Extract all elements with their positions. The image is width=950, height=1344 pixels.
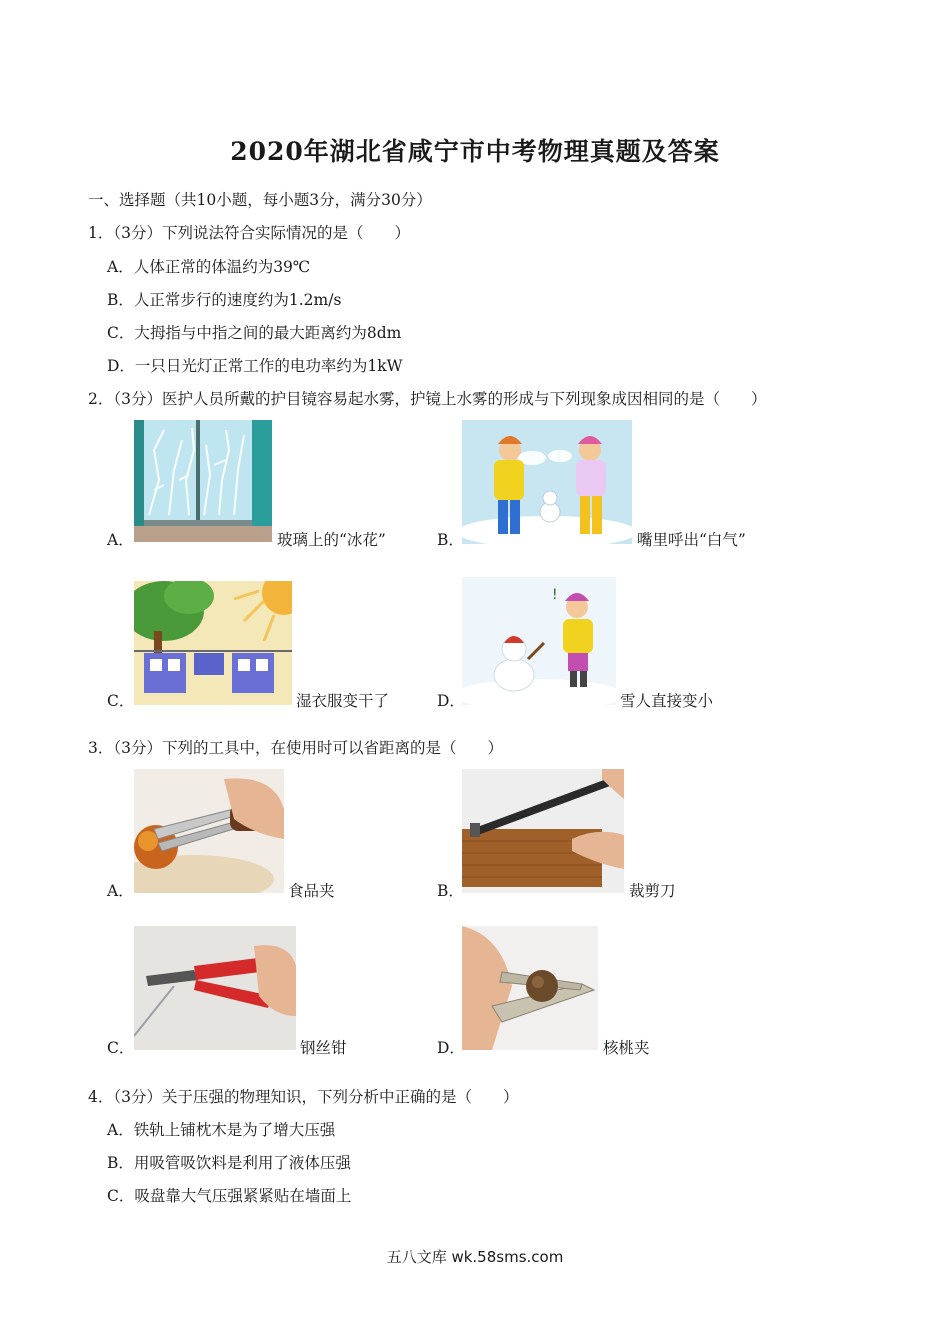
question-3-option-a-letter: A． <box>107 882 134 900</box>
question-1-option-b: B．人正常步行的速度约为1.2m/s <box>107 291 342 309</box>
question-3-option-a-caption: 食品夹 <box>288 882 335 900</box>
melting-snowman-image <box>462 577 616 705</box>
question-1-stem: 1．（3分）下列说法符合实际情况的是（ ） <box>88 224 410 242</box>
question-3-option-d-letter: D． <box>437 1039 465 1057</box>
question-2-option-c-letter: C． <box>107 692 135 710</box>
breath-fog-image <box>462 420 632 544</box>
question-2-option-a-caption: 玻璃上的“冰花” <box>277 531 386 549</box>
question-2-option-d-caption: 雪人直接变小 <box>620 692 714 710</box>
question-2-option-d-letter: D． <box>437 692 465 710</box>
question-3-option-b-caption: 裁剪刀 <box>629 882 676 900</box>
question-1-option-d: D．一只日光灯正常工作的电功率约为1kW <box>107 357 403 375</box>
question-3-option-b-letter: B． <box>437 882 464 900</box>
question-2-option-a-letter: A． <box>107 531 134 549</box>
wire-pliers-image <box>134 926 296 1050</box>
question-2-option-b-caption: 嘴里呼出“白气” <box>637 531 746 549</box>
question-3-stem: 3．（3分）下列的工具中，在使用时可以省距离的是（ ） <box>88 739 503 757</box>
question-1-option-a: A．人体正常的体温约为39℃ <box>107 258 311 276</box>
page-title: 2020年湖北省咸宁市中考物理真题及答案 <box>230 137 720 166</box>
question-2-option-c-caption: 湿衣服变干了 <box>296 692 390 710</box>
question-1-option-c: C．大拇指与中指之间的最大距离约为8dm <box>107 324 402 342</box>
footer-watermark: 五八文库 wk.58sms.com <box>386 1248 564 1266</box>
frosted-window-image <box>134 420 272 542</box>
question-4-option-b: B．用吸管吸饮料是利用了液体压强 <box>107 1154 351 1172</box>
svg-text:!: ! <box>552 587 558 603</box>
question-4-stem: 4．（3分）关于压强的物理知识，下列分析中正确的是（ ） <box>88 1088 519 1106</box>
drying-clothes-image <box>134 581 292 705</box>
question-3-option-c-caption: 钢丝钳 <box>300 1039 347 1057</box>
question-3-option-c-letter: C． <box>107 1039 135 1057</box>
question-2-stem: 2．（3分）医护人员所戴的护目镜容易起水雾，护镜上水雾的形成与下列现象成因相同的是（ ） <box>88 390 767 408</box>
food-tongs-image <box>134 769 284 893</box>
nutcracker-image <box>462 926 598 1050</box>
paper-cutter-image <box>462 769 624 893</box>
question-3-option-d-caption: 核桃夹 <box>603 1039 650 1057</box>
question-4-option-c: C．吸盘靠大气压强紧紧贴在墙面上 <box>107 1187 352 1205</box>
question-2-option-b-letter: B． <box>437 531 464 549</box>
section-heading: 一、选择题（共10小题，每小题3分，满分30分） <box>88 191 432 209</box>
question-4-option-a: A．铁轨上铺枕木是为了增大压强 <box>107 1121 336 1139</box>
